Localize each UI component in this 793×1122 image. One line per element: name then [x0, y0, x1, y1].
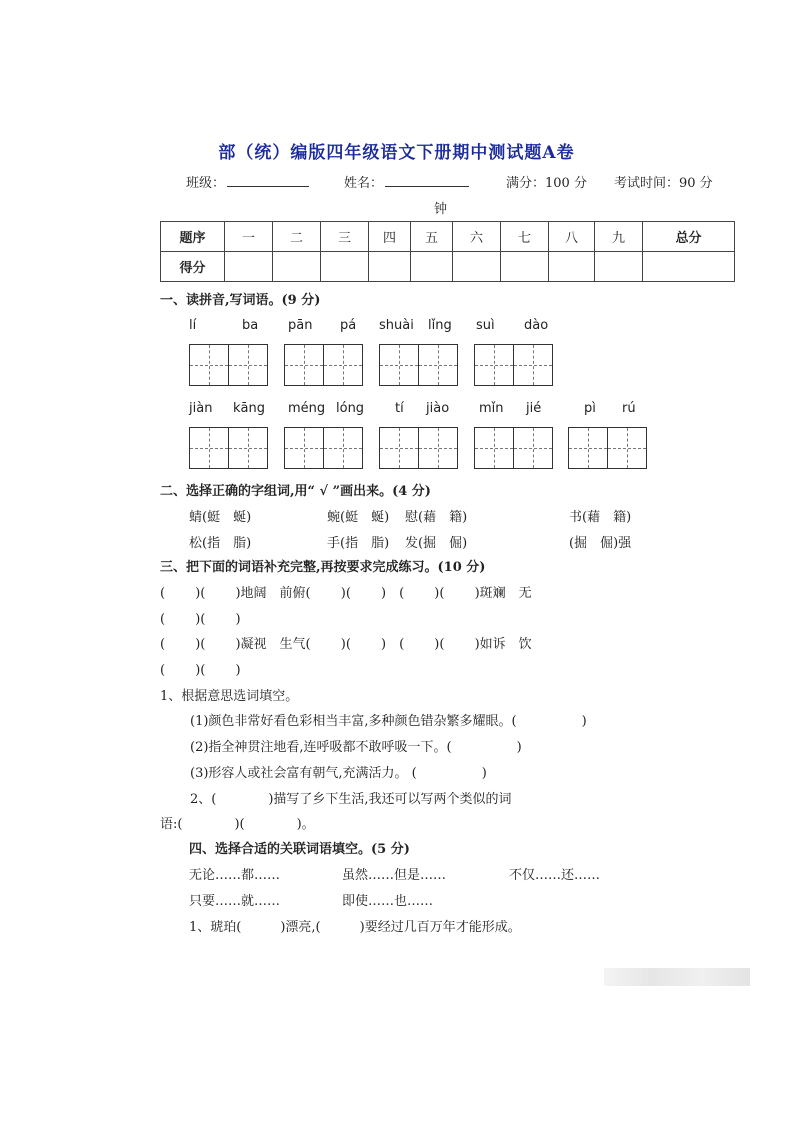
writing-grid[interactable] [284, 427, 363, 469]
pinyin: pì [584, 401, 596, 416]
name-label: 姓名： [344, 176, 384, 191]
score-header-cell: 一 [225, 222, 273, 252]
writing-grid[interactable] [379, 427, 458, 469]
watermark [604, 968, 750, 986]
score-cell[interactable] [501, 252, 549, 282]
pinyin: pān [288, 318, 313, 333]
pinyin: suì [476, 318, 495, 333]
score-header-cell: 五 [411, 222, 453, 252]
choice-item[interactable]: 松(指 脂) [189, 536, 252, 551]
score-header-cell: 总分 [643, 222, 735, 252]
connective-option: 即使……也…… [342, 894, 434, 909]
choice-item[interactable]: 蜿(蜓 蜒) [327, 510, 390, 525]
fill-line[interactable]: ( )( )地阔 前俯( )( ) ( )( )斑斓 无 [160, 586, 532, 601]
question-2-line1[interactable]: 2、( )描写了乡下生活,我还可以写两个类似的词 [190, 792, 512, 807]
connective-option: 虽然……但是…… [342, 868, 447, 883]
score-header-row [161, 222, 735, 252]
connective-option: 不仅……还…… [509, 868, 601, 883]
score-header-cell: 八 [549, 222, 595, 252]
connective-option: 无论……都…… [189, 868, 281, 883]
score-cell[interactable] [273, 252, 321, 282]
choice-item[interactable]: 发(掘 倔) [405, 536, 468, 551]
score-table [160, 221, 735, 282]
exam-time: 考试时间：90 分 [614, 176, 713, 191]
section-2-heading: 二、选择正确的字组词,用“ √ ”画出来。(4 分) [160, 484, 431, 499]
writing-grid[interactable] [568, 427, 647, 469]
pinyin: dào [524, 318, 549, 333]
exam-time-cont: 钟 [434, 202, 448, 217]
score-row [161, 252, 735, 282]
full-score: 满分：100 分 [506, 176, 587, 191]
score-cell[interactable] [549, 252, 595, 282]
score-header-cell: 三 [321, 222, 369, 252]
question-1-c[interactable]: (3)形容人或社会富有朝气,充满活力。 ( ) [190, 766, 487, 781]
score-cell[interactable] [595, 252, 643, 282]
pinyin: kāng [233, 401, 265, 416]
pinyin: jié [526, 401, 542, 416]
pinyin: jiàn [189, 401, 213, 416]
score-header-cell: 六 [453, 222, 501, 252]
score-cell[interactable] [225, 252, 273, 282]
choice-item[interactable]: (掘 倔)强 [569, 536, 632, 551]
pinyin: mǐn [479, 401, 504, 416]
pinyin: lí [189, 318, 197, 333]
writing-grid[interactable] [284, 344, 363, 386]
connective-option: 只要……就…… [189, 894, 281, 909]
question-1-stem: 1、根据意思选词填空。 [160, 689, 299, 704]
pinyin: shuài [379, 318, 414, 333]
name-blank[interactable] [385, 174, 469, 187]
score-cell[interactable] [369, 252, 411, 282]
pinyin: pá [340, 318, 357, 333]
score-cell[interactable] [411, 252, 453, 282]
class-label: 班级： [186, 176, 226, 191]
score-cell[interactable] [643, 252, 735, 282]
fill-line[interactable]: ( )( )凝视 生气( )( ) ( )( )如诉 饮 [160, 637, 532, 652]
section-3-heading: 三、把下面的词语补充完整,再按要求完成练习。(10 分) [160, 560, 486, 575]
writing-grid[interactable] [474, 344, 553, 386]
fill-line[interactable]: ( )( ) [160, 612, 241, 627]
pinyin: ba [242, 318, 259, 333]
choice-item[interactable]: 手(指 脂) [327, 536, 390, 551]
name-field [344, 172, 469, 191]
pinyin: lǐng [428, 318, 452, 333]
score-header-cell: 九 [595, 222, 643, 252]
pinyin: lóng [336, 401, 365, 416]
score-header-cell: 四 [369, 222, 411, 252]
writing-grid[interactable] [189, 427, 268, 469]
score-row-label: 得分 [161, 252, 225, 282]
page-title: 部（统）编版四年级语文下册期中测试题A卷 [218, 143, 575, 163]
writing-grid[interactable] [379, 344, 458, 386]
fill-line[interactable]: ( )( ) [160, 663, 241, 678]
question-4-1[interactable]: 1、琥珀( )漂亮,( )要经过几百万年才能形成。 [189, 920, 521, 935]
choice-item[interactable]: 书(藉 籍) [569, 510, 632, 525]
score-header-cell: 二 [273, 222, 321, 252]
class-field [186, 172, 309, 191]
pinyin: méng [288, 401, 326, 416]
question-1-a[interactable]: (1)颜色非常好看色彩相当丰富,多种颜色错杂繁多耀眼。( ) [190, 714, 587, 729]
choice-item[interactable]: 蜻(蜓 蜒) [189, 510, 252, 525]
class-blank[interactable] [227, 174, 309, 187]
pinyin: jiào [426, 401, 450, 416]
writing-grid[interactable] [474, 427, 553, 469]
question-1-b[interactable]: (2)指全神贯注地看,连呼吸都不敢呼吸一下。( ) [190, 740, 522, 755]
score-header-cell: 题序 [161, 222, 225, 252]
section-1-heading: 一、读拼音,写词语。(9 分) [160, 293, 321, 308]
pinyin: tí [395, 401, 404, 416]
question-2-line2[interactable]: 语:( )( )。 [160, 817, 315, 832]
pinyin: rú [622, 401, 636, 416]
writing-grid[interactable] [189, 344, 268, 386]
choice-item[interactable]: 慰(藉 籍) [405, 510, 468, 525]
score-header-cell: 七 [501, 222, 549, 252]
score-cell[interactable] [453, 252, 501, 282]
section-4-heading: 四、选择合适的关联词语填空。(5 分) [189, 842, 410, 857]
score-cell[interactable] [321, 252, 369, 282]
